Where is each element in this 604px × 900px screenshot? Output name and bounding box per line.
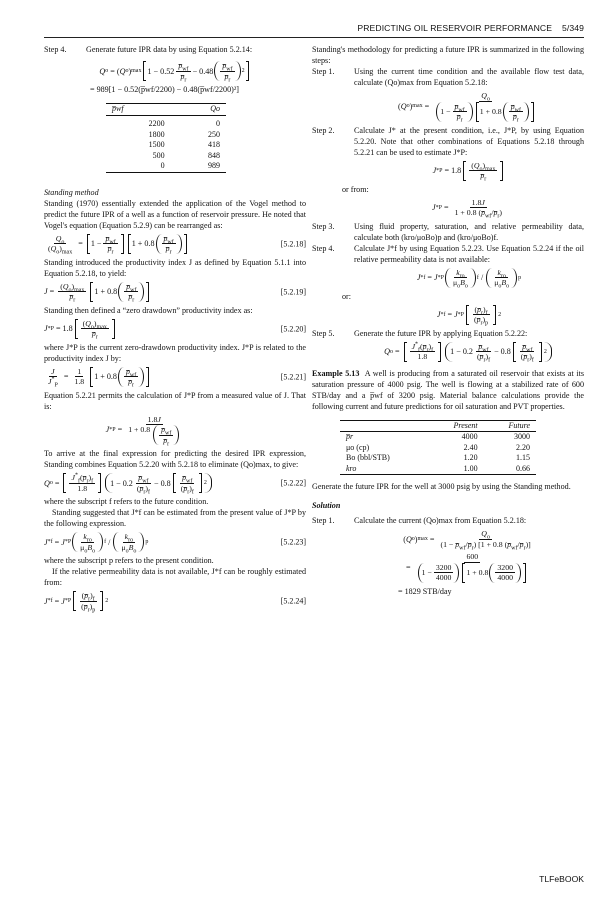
right-step2: Step 2. Calculate J* at the present condition, i.e., J*P, by using Equation 5.2.20. Note that other combinations of Equations 5.2.18 through 5.2.21 can be used to estimate J*P: [312,125,584,157]
table-row: μo (cp) 2.40 2.20 [346,442,530,452]
paragraph-where-jp: where J*P is the current zero-drawdown productivity index. J*P is related to the productivity index J by: [44,342,306,363]
paragraph-subscript-f: where the subscript f refers to the future condition. [44,497,209,506]
eq-jp-step2: J * P = 1.8 $\frac{(Q_o)_{max}}{p̅_r}$ [354,161,584,181]
right-step5: Step 5. Generate the future IPR by applying Equation 5.2.22: [312,328,528,338]
ipr-header-pwf: p̅wf [106,104,171,116]
eq-qomax: ( Q o ) max = $Q_o$ 1 − $\frac{p̅_{wf}}{p̅_r}$ 1 + 0.8 $\frac{p̅_{wf}}{p̅_r}$ [354,91,584,122]
or-label: or: [342,291,351,301]
properties-table: Present Future p̅r 4000 3000 μo (cp) 2.40 2.20 Bo (bbl/STB) 1.20 1.15 kro 1.00 0.66 [340,420,536,476]
table-row: 1500 418 [148,140,220,149]
table-row: 500 848 [152,150,220,160]
paragraph-zero-drawdown: Standing then defined a “zero drawdown” productivity index as: [44,305,253,315]
eq-5-2-24: J * f = J * P $\frac{(p̅_r)_f}{(p̅_r)_p}$ 2 [5.2.24] [44,591,306,614]
table-row: 2200 0 [148,119,220,128]
right-step4: Step 4. Calculate J*f by using Equation 5.2.23. Use Equation 5.2.24 if the oil relative permeability data is not available: [312,243,584,264]
eq-5-2-23: J * f = J * P $\frac{k_{ro}}{\mu_oB_o}$ f / $\frac{k_{ro}}{\mu_oB_o}$ p [5.2.23] [44,532,306,555]
eq-ipr-future: Q o = ( Q o ) max 1 − 0.52 $\frac{p̅_{wf}}{p̅_r}$ − 0.48 $\frac{p̅_{wf}}{p̅_r}$ 2 [44,61,306,81]
running-header [44,23,584,38]
table-row: 0 989 [106,161,226,172]
solution-result: = 1829 STB/day [398,586,452,596]
table-row: p̅r 4000 3000 [346,432,530,441]
solution-heading: Solution [312,501,341,510]
eq-future-ipr: Q o = $\frac{J^*_f(p̅_r)_f}{1.8}$ 1 − 0.2 $\frac{p̅_{wf}}{(p̅_r)_f}$ − 0.8 $\frac{p̅_{wf}}{(p̅_r)_f}$ 2 [354,342,584,362]
paragraph-not-available: If the relative permeability data is not available, J*f can be roughly estimated from: [44,567,306,587]
footer-brand: TLFeBOOK [539,874,584,884]
paragraph-standing: Standing (1970) essentially extended the application of the Vogel method to predict the future IPR of a well as a function of reservoir pressure. He noted that Vogel's equation (Equation 5.2.9) can be rearranged as: [44,198,306,230]
eq-ipr-future-line2: = 989[1 − 0.52(p̅wf/2200) − 0.48(p̅wf/2200)²] [90,85,239,94]
eq-jp-alt: J * P = $\frac{1.8J}{1 + 0.8 (p̅_{wf}/p̅_r)}$ [432,197,502,220]
paragraph-arrive: To arrive at the final expression for predicting the desired IPR expression, Standing combines Equation 5.2.20 with 5.2.18 to eliminate (Qo)max, to give: [44,449,306,469]
eq-5-2-22: Q o = $\frac{J^*_f(p̅_r)_f}{1.8}$ 1 − 0.2 $\frac{p̅_{wf}}{(p̅_r)_f}$ − 0.8 $\frac{p̅_{wf}}{(p̅_r)_f}$ 2 [5.2.22] [44,472,306,496]
left-column [44,44,306,614]
eq-number: [5.2.20] [280,324,306,333]
example-5-13: Example 5.13 A well is producing from a saturated oil reservoir that exists at its saturation pressure of 4000 psig. The well is flowing at a stabilized rate of 600 STB/day and a p̅wf of 3200 psig. Material balance calculations provide the following current and future predictions for oil saturation and PVT properties. [312,368,585,411]
eq-sol-numeric: = 600 1 − $\frac{3200}{4000}$ 1 + 0.8 $\frac{3200}{4000}$ [354,552,584,583]
eq-sol-qomax: ( Q o ) max = $\frac{Q_o}{(1 - p̅_{wf}/p̅_r) [1 + 0.8 (p̅_{wf}/p̅_r)]}$ [403,529,531,552]
paragraph-eq-5-2-21: Equation 5.2.21 permits the calculation of J*P from a measured value of J. That is: [44,390,306,411]
table-row: Bo (bbl/STB) 1.20 1.15 [346,453,530,462]
section-heading-standing: Standing method [44,187,99,197]
paragraph-subscript-p: where the subscript p refers to the present condition. [44,556,214,565]
eq-number: [5.2.18] [280,239,306,248]
or-from-label: or from: [342,184,369,194]
eq-number: [5.2.21] [280,372,306,381]
eq-number: [5.2.22] [280,478,306,488]
eq-5-2-19: J = $\frac{(Q_o)_{max}}{p̅_r}$ 1 + 0.8 $\frac{p̅_{wf}}{p̅_r}$ [5.2.19] [44,281,306,304]
table-row: kro 1.00 0.66 [340,464,536,475]
right-column [312,44,584,597]
eq-5-2-20: J * P = 1.8 $\frac{(Q_o)_{max}}{p̅_r}$ [5.2.20] [44,318,306,341]
paragraph-productivity: Standing introduced the productivity index J as defined by Equation 5.1.1 into Equation 5.2.18, to yield: [44,257,306,278]
paragraph-suggested: Standing suggested that J*f can be estimated from the present value of J*P by the following expression. [44,508,306,528]
solution-step1: Step 1. Calculate the current (Qo)max from Equation 5.2.18: [312,516,527,525]
ipr-header-qo: Qo [171,104,226,116]
running-title: PREDICTING OIL RESERVOIR PERFORMANCE 5/349 [357,23,584,33]
eq-jf-step4: J * f = J * P $\frac{k_{ro}}{\mu_oB_o}$ f / $\frac{k_{ro}}{\mu_oB_o}$ p [416,267,522,290]
eq-number: [5.2.19] [280,287,306,296]
table-row: 1800 250 [148,129,220,139]
right-step1: Step 1. Using the current time condition and the available flow test data, calculate (Qo)max from Equation 5.2.18: [312,67,584,87]
paragraph-generate: Generate the future IPR for the well at 3000 psig by using the Standing method. [312,482,571,491]
right-step3: Step 3. Using fluid property, saturation, and relative permeability data, calculate both (kro/μoBo)p and (kro/μoBo)f. [312,221,584,242]
paragraph-methodology: Standing's methodology for predicting a future IPR is summarized in the following steps: [312,45,584,65]
eq-5-2-18: $\frac{Q_o}{(Q_o)_{max}}$ = 1 − $\frac{p̅_{wf}}{p̅_r}$ 1 + 0.8 $\frac{p̅_{wf}}{p̅_r}$ [5.2.18] [48,233,306,256]
left-step4: Step 4. Generate future IPR data by using Equation 5.2.14: [44,45,253,54]
ipr-table [106,103,226,173]
eq-jf-alt: J * f = J * P $\frac{(p̅_r)_f}{(p̅_r)_p}$ 2 [436,304,502,327]
eq-number: [5.2.23] [280,537,306,547]
eq-5-2-21: $\frac{J}{J^*_P}$ = $\frac{1}{1.8}$ 1 + 0.8 $\frac{p̅_{wf}}{p̅_r}$ [5.2.21] [48,366,306,389]
eq-jp-from-j: J * P = 1.8J 1 + 0.8 $\frac{p̅_{wf}}{p̅_r}$ [0,415,306,446]
eq-number: [5.2.24] [280,596,306,606]
page-number: 5/349 [561,23,584,33]
